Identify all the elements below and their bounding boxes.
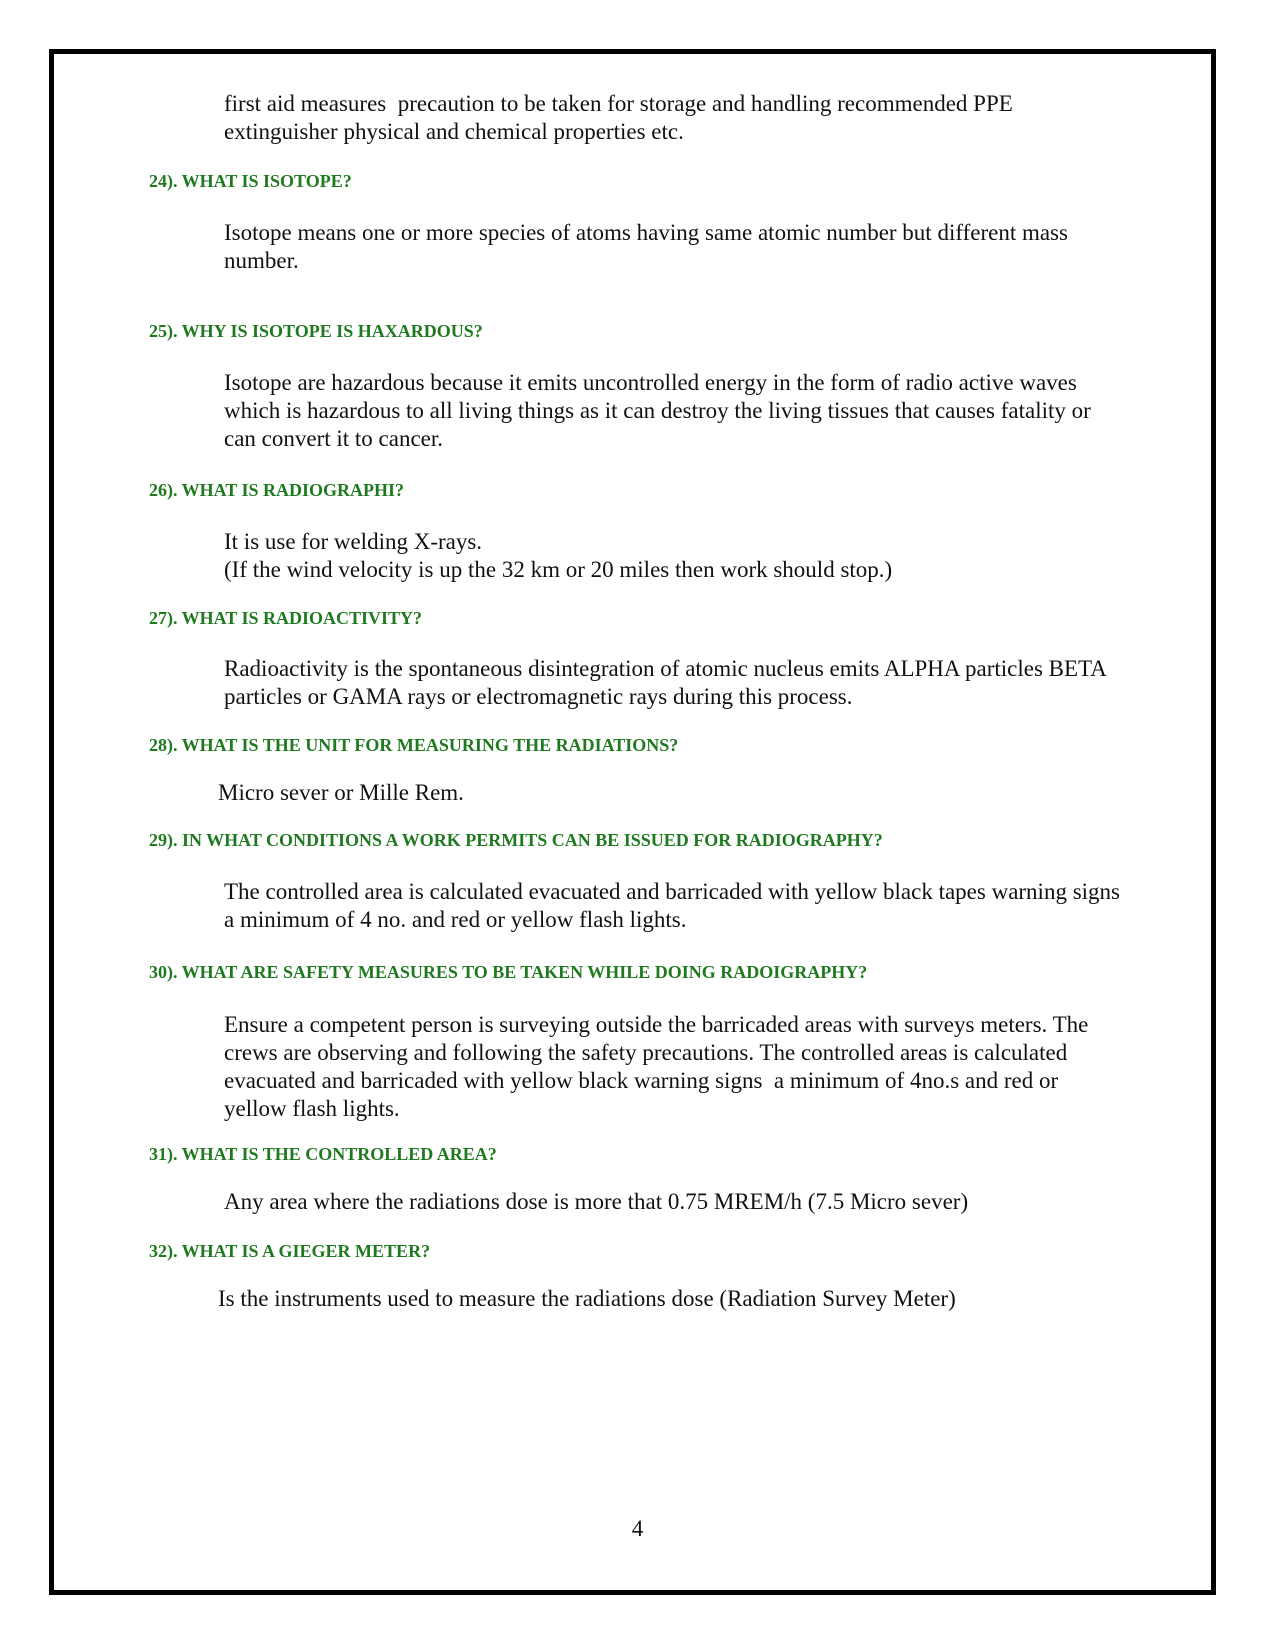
- question-24-heading: 24). WHAT IS ISOTOPE?: [149, 171, 352, 191]
- question-26-heading: 26). WHAT IS RADIOGRAPHI?: [149, 480, 405, 500]
- question-28-heading: 28). WHAT IS THE UNIT FOR MEASURING THE RADIATIONS?: [149, 735, 679, 755]
- answer-29: The controlled area is calculated evacuated and barricaded with yellow black tapes warning signs a minimum of 4 no. and red or yellow flash lights.: [224, 879, 1120, 932]
- answer-27: Radioactivity is the spontaneous disintegration of atomic nucleus emits ALPHA particles BETA particles or GAMA rays or electromagnetic rays during this process.: [224, 656, 1107, 709]
- answer-28: Micro sever or Mille Rem.: [218, 780, 464, 805]
- question-29-heading: 29). IN WHAT CONDITIONS A WORK PERMITS CAN BE ISSUED FOR RADIOGRAPHY?: [149, 830, 883, 850]
- question-31-heading: 31). WHAT IS THE CONTROLLED AREA?: [149, 1144, 497, 1164]
- question-30-heading: 30). WHAT ARE SAFETY MEASURES TO BE TAKEN WHILE DOING RADOIGRAPHY?: [149, 962, 868, 982]
- answer-24: Isotope means one or more species of atoms having same atomic number but different mass number.: [224, 220, 1068, 273]
- answer-25: Isotope are hazardous because it emits uncontrolled energy in the form of radio active waves which is hazardous to all living things as it can destroy the living tissues that causes fatality or can convert it to cancer.: [224, 370, 1091, 451]
- answer-31: Any area where the radiations dose is more that 0.75 MREM/h (7.5 Micro sever): [224, 1189, 969, 1214]
- question-25-heading: 25). WHY IS ISOTOPE IS HAXARDOUS?: [149, 321, 483, 341]
- page-border: [49, 49, 1216, 1595]
- question-32-heading: 32). WHAT IS A GIEGER METER?: [149, 1241, 431, 1261]
- continuation-paragraph: first aid measures precaution to be taken for storage and handling recommended PPE extinguisher physical and chemical properties etc.: [224, 91, 1013, 144]
- answer-30: Ensure a competent person is surveying outside the barricaded areas with surveys meters. The crews are observing and following the safety precautions. The controlled areas is calculated evacuated and barricaded with yellow black warning signs a minimum of 4no.s and red or yellow flash lights.: [224, 1012, 1089, 1121]
- page-number: 4: [631, 1516, 644, 1541]
- answer-32: Is the instruments used to measure the radiations dose (Radiation Survey Meter): [218, 1286, 956, 1311]
- answer-26: It is use for welding X-rays. (If the wind velocity is up the 32 km or 20 miles then work should stop.): [224, 529, 893, 582]
- question-27-heading: 27). WHAT IS RADIOACTIVITY?: [149, 608, 423, 628]
